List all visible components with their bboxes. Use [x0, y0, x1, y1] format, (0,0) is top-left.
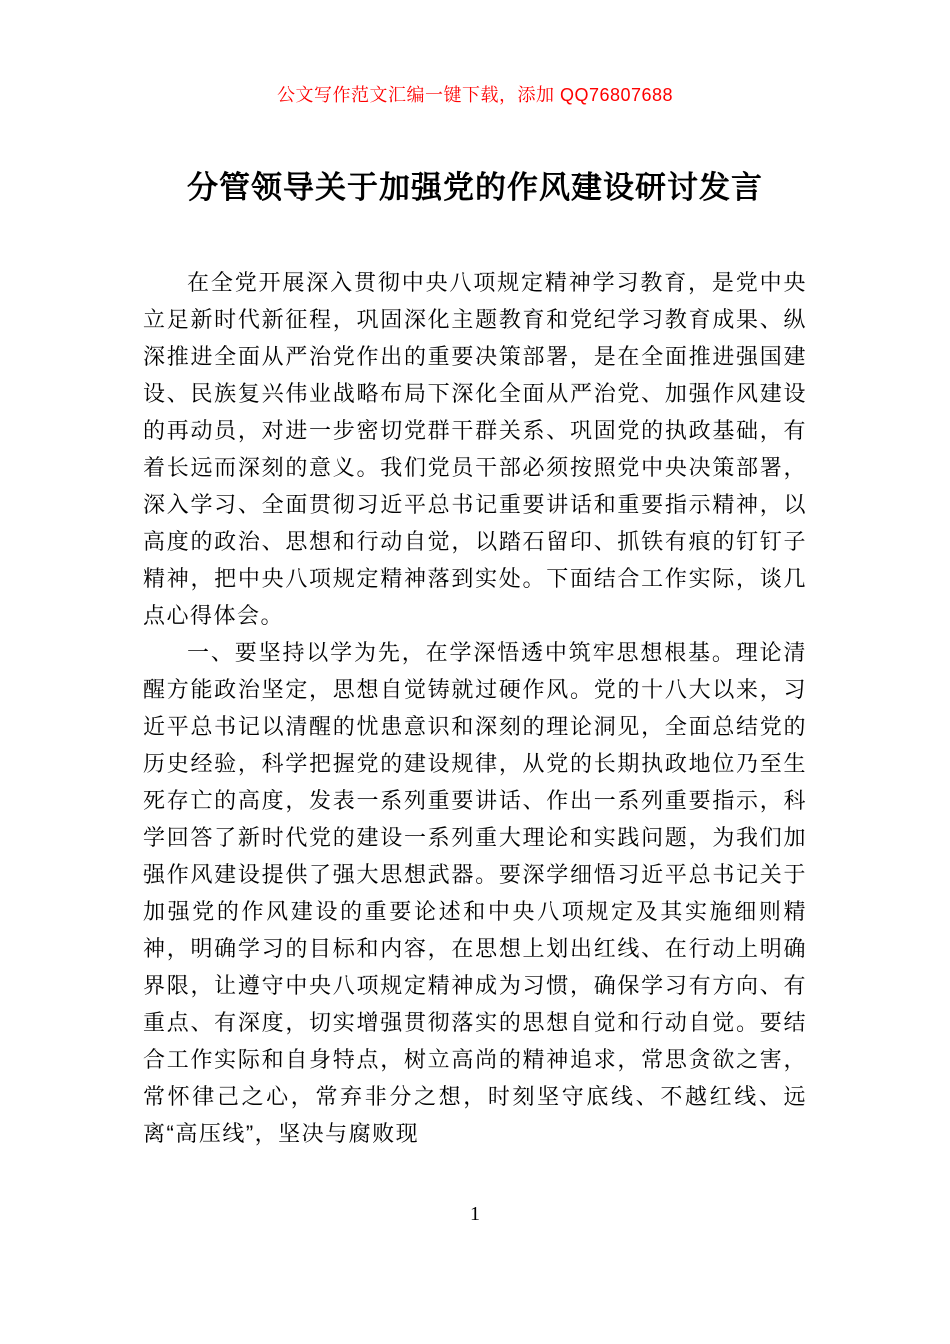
- page-number: 1: [470, 1203, 480, 1225]
- document-body: [143, 264, 807, 1152]
- paragraph-1: 在全党开展深入贯彻中央八项规定精神学习教育，是党中央立足新时代新征程，巩固深化主题教育和党纪学习教育成果、纵深推进全面从严治党作出的重要决策部署，是在全面推进强国建设、民族复兴伟业战略布局下深化全面从严治党、加强作风建设的再动员，对进一步密切党群干群关系、巩固党的执政基础，有着长远而深刻的意义。我们党员干部必须按照党中央决策部署，深入学习、全面贯彻习近平总书记重要讲话和重要指示精神，以高度的政治、思想和行动自觉，以踏石留印、抓铁有痕的钉钉子精神，把中央八项规定精神落到实处。下面结合工作实际，谈几点心得体会。: [143, 270, 807, 628]
- document-title: 分管领导关于加强党的作风建设研讨发言: [187, 170, 763, 205]
- paragraph-2: 一、要坚持以学为先，在学深悟透中筑牢思想根基。理论清醒方能政治坚定，思想自觉铸就过硬作风。党的十八大以来，习近平总书记以清醒的忧患意识和深刻的理论洞见，全面总结党的历史经验，科学把握党的建设规律，从党的长期执政地位乃至生死存亡的高度，发表一系列重要讲话、作出一系列重要指示，科学回答了新时代党的建设一系列重大理论和实践问题，为我们加强作风建设提供了强大思想武器。要深学细悟习近平总书记关于加强党的作风建设的重要论述和中央八项规定及其实施细则精神，明确学习的目标和内容，在思想上划出红线、在行动上明确界限，让遵守中央八项规定精神成为习惯，确保学习有方向、有重点、有深度，切实增强贯彻落实的思想自觉和行动自觉。要结合工作实际和自身特点，树立高尚的精神追求，常思贪欲之害，常怀律己之心，常弃非分之想，时刻坚守底线、不越红线、远离“高压线”，坚决与腐败现: [143, 640, 807, 1146]
- header-notice: 公文写作范文汇编一键下载，添加 QQ76807688: [276, 85, 674, 105]
